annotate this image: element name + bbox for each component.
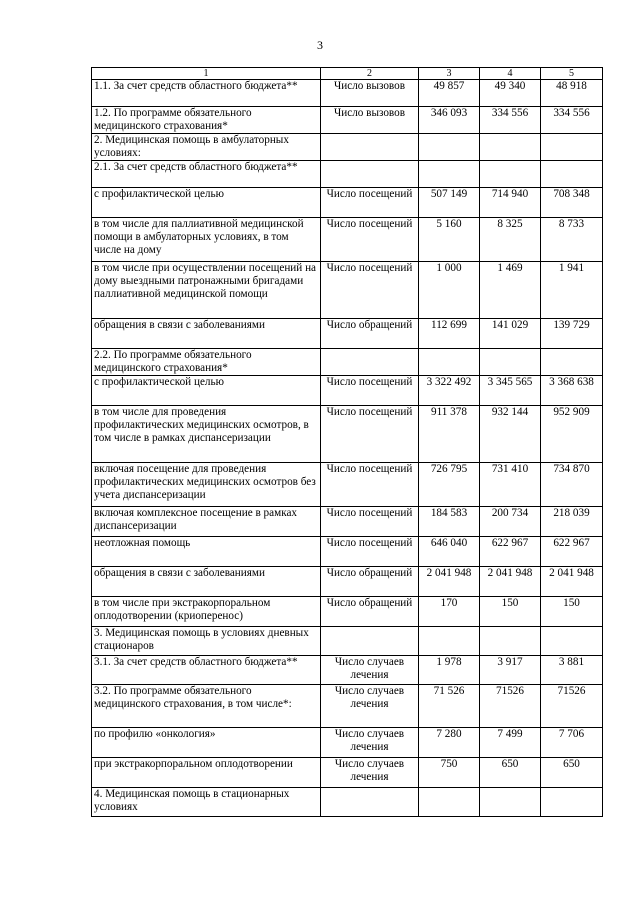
value-cell [419, 349, 480, 376]
row-label: 1.2. По программе обязательного медицинского страхования* [92, 107, 321, 134]
header-cell: 4 [480, 68, 541, 80]
value-cell: 7 499 [480, 728, 541, 758]
value-cell [480, 349, 541, 376]
table-row [92, 188, 603, 218]
row-label: 2.1. За счет средств областного бюджета** [92, 161, 321, 188]
table-row [92, 728, 603, 758]
value-cell [480, 788, 541, 817]
unit-cell: Число обращений [321, 597, 419, 627]
value-cell [480, 134, 541, 161]
value-cell [480, 161, 541, 188]
unit-cell: Число посещений [321, 507, 419, 537]
unit-cell: Число посещений [321, 463, 419, 507]
row-label: 3.2. По программе обязательного медицинского страхования, в том числе*: [92, 685, 321, 728]
value-cell: 112 699 [419, 319, 480, 349]
value-cell [541, 161, 603, 188]
row-label: включая посещение для проведения профилактических медицинских осмотров без учета диспансеризации [92, 463, 321, 507]
unit-cell: Число вызовов [321, 80, 419, 107]
unit-cell: Число посещений [321, 537, 419, 567]
value-cell: 646 040 [419, 537, 480, 567]
value-cell [419, 134, 480, 161]
value-cell [541, 134, 603, 161]
value-cell: 71526 [541, 685, 603, 728]
unit-cell: Число посещений [321, 262, 419, 319]
value-cell: 48 918 [541, 80, 603, 107]
table-row [92, 376, 603, 406]
value-cell [541, 627, 603, 656]
unit-cell [321, 627, 419, 656]
unit-cell: Число посещений [321, 218, 419, 262]
value-cell [541, 349, 603, 376]
value-cell: 1 941 [541, 262, 603, 319]
value-cell [419, 788, 480, 817]
unit-cell: Число случаев лечения [321, 685, 419, 728]
value-cell: 1 469 [480, 262, 541, 319]
unit-cell [321, 788, 419, 817]
value-cell: 750 [419, 758, 480, 788]
value-cell [480, 627, 541, 656]
value-cell: 2 041 948 [419, 567, 480, 597]
value-cell: 8 325 [480, 218, 541, 262]
value-cell: 150 [480, 597, 541, 627]
row-label: в том числе для проведения профилактических медицинских осмотров, в том числе в рамках диспансеризации [92, 406, 321, 463]
table-row [92, 788, 603, 817]
header-cell: 2 [321, 68, 419, 80]
unit-cell: Число случаев лечения [321, 656, 419, 685]
table-row [92, 161, 603, 188]
table-row [92, 627, 603, 656]
value-cell: 622 967 [541, 537, 603, 567]
row-label: обращения в связи с заболеваниями [92, 319, 321, 349]
table-row [92, 406, 603, 463]
value-cell: 3 917 [480, 656, 541, 685]
table-row [92, 567, 603, 597]
value-cell: 8 733 [541, 218, 603, 262]
row-label: 2.2. По программе обязательного медицинского страхования* [92, 349, 321, 376]
page-number: 3 [317, 38, 323, 52]
table-row [92, 80, 603, 107]
row-label: при экстракорпоральном оплодотворении [92, 758, 321, 788]
unit-cell: Число случаев лечения [321, 758, 419, 788]
value-cell: 2 041 948 [541, 567, 603, 597]
row-label: 4. Медицинская помощь в стационарных условиях [92, 788, 321, 817]
value-cell: 170 [419, 597, 480, 627]
value-cell: 3 368 638 [541, 376, 603, 406]
row-label: по профилю «онкология» [92, 728, 321, 758]
header-cell: 1 [92, 68, 321, 80]
value-cell: 952 909 [541, 406, 603, 463]
table-row [92, 218, 603, 262]
row-label: с профилактической целью [92, 188, 321, 218]
table-row [92, 656, 603, 685]
table-row [92, 537, 603, 567]
value-cell: 708 348 [541, 188, 603, 218]
table-row [92, 262, 603, 319]
row-label: в том числе при экстракорпоральном оплодотворении (криоперенос) [92, 597, 321, 627]
unit-cell: Число посещений [321, 406, 419, 463]
unit-cell [321, 161, 419, 188]
value-cell: 650 [541, 758, 603, 788]
value-cell: 334 556 [541, 107, 603, 134]
value-cell: 334 556 [480, 107, 541, 134]
value-cell: 184 583 [419, 507, 480, 537]
row-label: 2. Медицинская помощь в амбулаторных условиях: [92, 134, 321, 161]
table-row [92, 463, 603, 507]
row-label: 1.1. За счет средств областного бюджета** [92, 80, 321, 107]
value-cell: 346 093 [419, 107, 480, 134]
table-row [92, 597, 603, 627]
volume-table [91, 67, 603, 817]
value-cell: 734 870 [541, 463, 603, 507]
value-cell: 622 967 [480, 537, 541, 567]
row-label: 3. Медицинская помощь в условиях дневных стационаров [92, 627, 321, 656]
unit-cell: Число посещений [321, 376, 419, 406]
value-cell: 5 160 [419, 218, 480, 262]
table-row [92, 507, 603, 537]
table-row [92, 349, 603, 376]
row-label: включая комплексное посещение в рамках диспансеризации [92, 507, 321, 537]
row-label: с профилактической целью [92, 376, 321, 406]
value-cell: 218 039 [541, 507, 603, 537]
table-row [92, 319, 603, 349]
unit-cell [321, 134, 419, 161]
value-cell: 1 000 [419, 262, 480, 319]
value-cell: 726 795 [419, 463, 480, 507]
value-cell: 1 978 [419, 656, 480, 685]
value-cell: 911 378 [419, 406, 480, 463]
row-label: в том числе при осуществлении посещений на дому выездными патронажными бригадами паллиативной медицинской помощи [92, 262, 321, 319]
header-row [92, 68, 603, 80]
value-cell: 3 345 565 [480, 376, 541, 406]
value-cell: 200 734 [480, 507, 541, 537]
value-cell: 2 041 948 [480, 567, 541, 597]
value-cell: 150 [541, 597, 603, 627]
value-cell: 49 340 [480, 80, 541, 107]
row-label: 3.1. За счет средств областного бюджета** [92, 656, 321, 685]
unit-cell: Число посещений [321, 188, 419, 218]
table-row [92, 758, 603, 788]
unit-cell [321, 349, 419, 376]
value-cell: 731 410 [480, 463, 541, 507]
value-cell: 141 029 [480, 319, 541, 349]
value-cell [419, 161, 480, 188]
value-cell: 3 322 492 [419, 376, 480, 406]
value-cell: 650 [480, 758, 541, 788]
header-cell: 3 [419, 68, 480, 80]
header-cell: 5 [541, 68, 603, 80]
table-row [92, 107, 603, 134]
value-cell: 7 280 [419, 728, 480, 758]
value-cell [419, 627, 480, 656]
row-label: обращения в связи с заболеваниями [92, 567, 321, 597]
value-cell: 139 729 [541, 319, 603, 349]
value-cell: 507 149 [419, 188, 480, 218]
value-cell: 3 881 [541, 656, 603, 685]
unit-cell: Число вызовов [321, 107, 419, 134]
value-cell [541, 788, 603, 817]
value-cell: 714 940 [480, 188, 541, 218]
value-cell: 7 706 [541, 728, 603, 758]
value-cell: 932 144 [480, 406, 541, 463]
unit-cell: Число обращений [321, 319, 419, 349]
table-row [92, 685, 603, 728]
value-cell: 71526 [480, 685, 541, 728]
row-label: неотложная помощь [92, 537, 321, 567]
row-label: в том числе для паллиативной медицинской помощи в амбулаторных условиях, в том числе на дому [92, 218, 321, 262]
unit-cell: Число случаев лечения [321, 728, 419, 758]
unit-cell: Число обращений [321, 567, 419, 597]
table-row [92, 134, 603, 161]
value-cell: 49 857 [419, 80, 480, 107]
value-cell: 71 526 [419, 685, 480, 728]
